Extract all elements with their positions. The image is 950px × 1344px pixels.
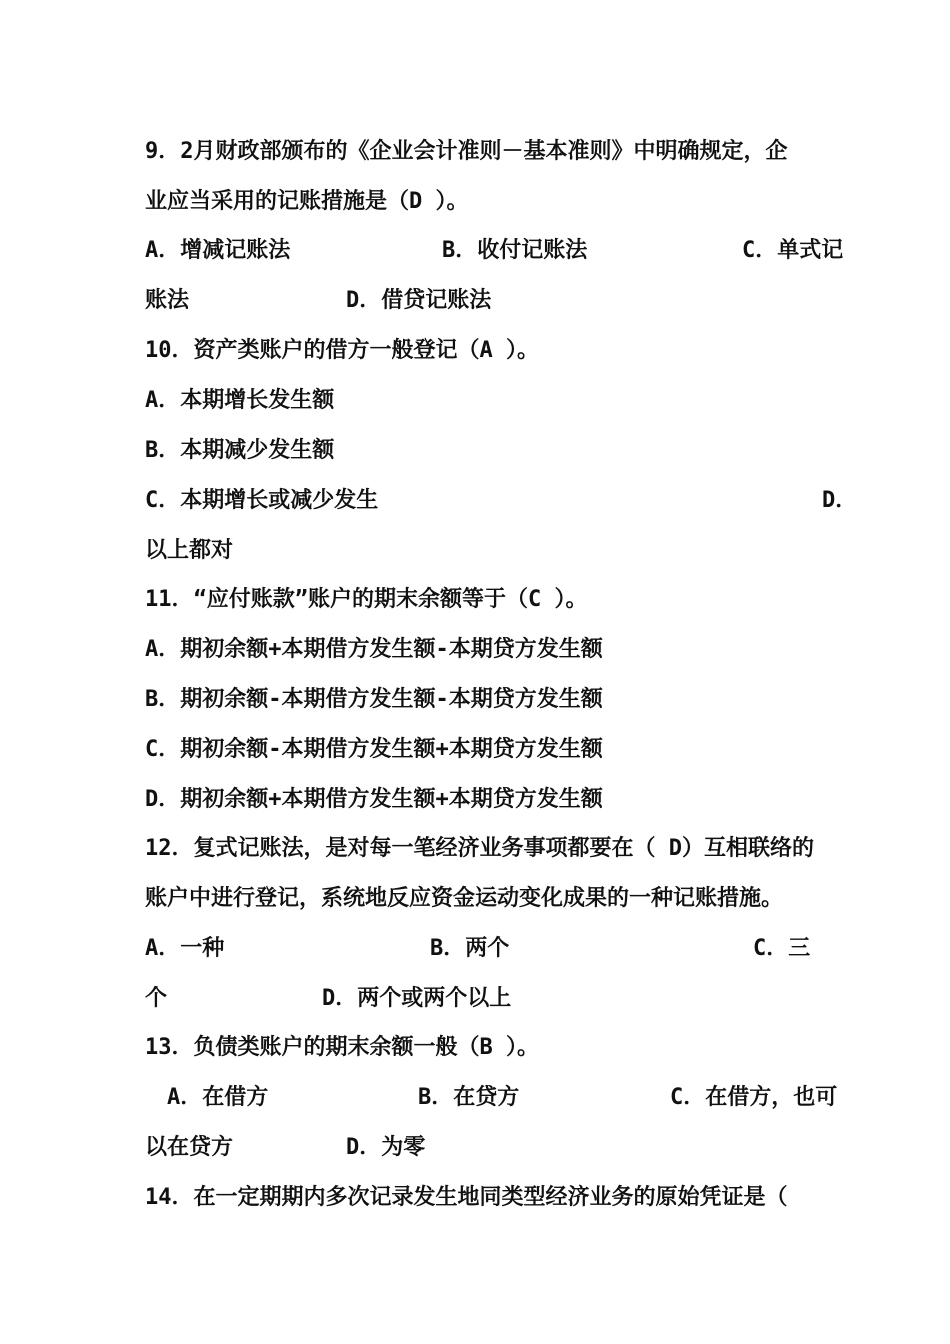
- q13-option-b: B．在贷方: [418, 1085, 520, 1110]
- q11-option-a: A．期初余额+本期借方发生额-本期贷方发生额: [145, 637, 603, 662]
- q10-option-b: B．本期减少发生额: [145, 438, 335, 463]
- q9-text-line1: 9．2月财政部颁布的《企业会计准则－基本准则》中明确规定，企: [145, 139, 788, 164]
- q10-option-c: C．本期增长或减少发生: [145, 488, 379, 513]
- q12-text-line1: 12．复式记账法，是对每一笔经济业务事项都要在（ D）互相联络的: [145, 836, 814, 861]
- q12-option-d: D．两个或两个以上: [322, 986, 512, 1011]
- q11-option-d: D．期初余额+本期借方发生额+本期贷方发生额: [145, 787, 603, 812]
- q13-option-a: A．在借方: [167, 1085, 269, 1110]
- q12-option-a: A．一种: [145, 936, 225, 961]
- q13-option-c: C．在借方，也可: [670, 1085, 838, 1110]
- q13-option-c-cont: 以在贷方: [145, 1135, 234, 1160]
- q13-option-d: D．为零: [346, 1135, 426, 1160]
- q11-option-c: C．期初余额-本期借方发生额+本期贷方发生额: [145, 737, 603, 762]
- q9-text-line2: 业应当采用的记账措施是（D ）。: [145, 189, 469, 214]
- q11-text: 11．“应付账款”账户的期末余额等于（C ）。: [145, 587, 588, 612]
- q9-option-a: A．增减记账法: [145, 238, 291, 263]
- q13-text: 13．负债类账户的期末余额一般（B ）。: [145, 1035, 539, 1060]
- q14-text: 14．在一定期期内多次记录发生地同类型经济业务的原始凭证是（: [145, 1185, 788, 1210]
- q9-option-b: B．收付记账法: [442, 238, 588, 263]
- q11-option-b: B．期初余额-本期借方发生额-本期贷方发生额: [145, 687, 603, 712]
- q10-text: 10．资产类账户的借方一般登记（A ）。: [145, 338, 539, 363]
- q12-option-b: B．两个: [430, 936, 510, 961]
- q12-option-c: C．三: [753, 936, 811, 961]
- q12-option-c-cont: 个: [145, 986, 168, 1011]
- q10-option-d-label: D．: [822, 488, 858, 513]
- q10-option-d-text: 以上都对: [145, 538, 234, 563]
- q9-option-d: D．借贷记账法: [346, 288, 492, 313]
- q9-option-c: C．单式记: [742, 238, 844, 263]
- q12-text-line2: 账户中进行登记，系统地反应资金运动变化成果的一种记账措施。: [145, 886, 784, 911]
- q9-option-c-cont: 账法: [145, 288, 190, 313]
- q10-option-a: A．本期增长发生额: [145, 388, 335, 413]
